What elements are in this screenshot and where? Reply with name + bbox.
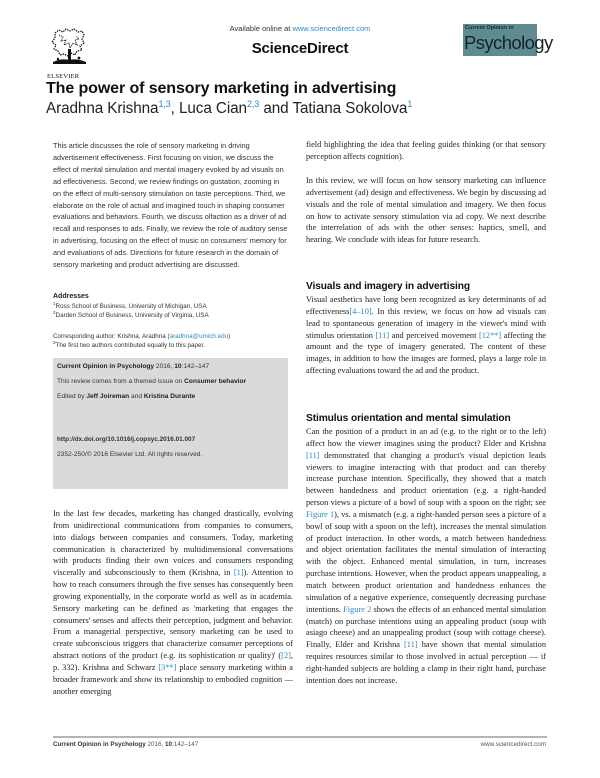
introduction-paragraph	[53, 508, 293, 698]
edited-prefix: Edited by	[57, 393, 87, 400]
pages: :142–147	[181, 363, 210, 370]
citation-link[interactable]: [11]	[375, 330, 390, 340]
body-text: Can the position of a product in an ad (e.g. to the right or to the left) affect how the viewer imagines using the product? Elder and Krishna	[306, 427, 546, 448]
body-text: affecting the amount and the type of imagery generated. The content of these images, in addition to how the images are formed, plays a large role in affecting evaluations toward the ad and the product.	[306, 330, 546, 376]
body-text: . In this review, we focus on how ad visuals can lead to spontaneous generation of imagery in the viewer's mind with stimulus orientation	[306, 306, 546, 340]
footer-divider	[53, 736, 547, 738]
intro-text: In the last few decades, marketing has changed drastically, evolving from unidirectional communications from companies to consumers, into dialogs between companies and consumers. Today, marketing communication is characterized by multidimensional conversations with products finding their own voices and consumers responding viscerally and subconsciously to them (Krishna, in	[53, 509, 293, 578]
corresponding-prefix: Corresponding author: Krishna, Aradhna (	[53, 333, 170, 340]
address-text: Ross School of Business, University of Michigan, USA	[55, 302, 207, 310]
available-prefix: Available online at	[229, 24, 293, 33]
address-mark: 2	[53, 309, 56, 315]
citation-link[interactable]: [11]	[404, 640, 418, 650]
author-affiliation[interactable]: 2,3	[246, 99, 260, 109]
elsevier-wordmark: ELSEVIER	[47, 73, 80, 80]
body-text: Visual aesthetics have long been recognized as key determinants of ad effectiveness	[306, 295, 546, 316]
section-stimulus-body	[306, 426, 546, 687]
editor-name: Kristina Durante	[143, 393, 196, 400]
body-text: and perceived movement	[389, 330, 479, 340]
citation-line	[57, 363, 209, 370]
address-item	[53, 309, 289, 321]
editor-name: Jeff Joireman	[86, 393, 130, 400]
author-name: Luca Cian	[178, 100, 247, 117]
address-item	[53, 300, 289, 312]
theme-prefix: This review comes from a themed issue on	[57, 378, 185, 385]
editors-line	[57, 393, 195, 400]
intro-text: ). Attention to how to reach consumers through the five senses has consequently been growing exponentially, in the corporate world as well as in academia. Sensory marketing can be defined as 'marketing that engages the consumers' senses and affects their perception, judgment and behavior. From a managerial perspective, sensory marketing can be used to create subconscious triggers that characterize consumer perceptions of abstract notions of the product (e.g. its sophistication or quality)' (	[53, 568, 293, 661]
address-text: Darden School of Business, University of Virginia, USA	[55, 311, 209, 319]
abstract: This article discusses the role of sensory marketing in driving advertisement effectiveness. First focusing on vision, we discuss the effect of mental simulation and mental imagery evoked by ad visuals on ad effectiveness. Second, we review findings on gustation, zooming in on the effect of multi-sensory stimulation on taste perceptions. Third, we elaborate on the role of actual and imagined touch in shaping consumer evaluations and behaviors. Fourth, we discuss olfaction as a driver of ad recall and responses to ads. Finally, we review the role of auditory sense in advertising, focusing on the effect of music on consumers' memory for and evaluations of ads. Directions for future research in the domain of sensory marketing and product advertising are discussed.	[53, 141, 288, 270]
copyright-line: 2352-250/© 2016 Elsevier Ltd. All rights reserved.	[57, 451, 203, 458]
author-affiliation[interactable]: 1,3	[158, 99, 171, 109]
author-affiliation[interactable]: 1	[407, 99, 413, 109]
article-title: The power of sensory marketing in advertising	[46, 80, 397, 97]
overview-paragraph-container	[306, 175, 546, 246]
footer-site-link[interactable]: www.sciencedirect.com	[480, 741, 546, 748]
footer-journal: Current Opinion in Psychology	[53, 741, 146, 748]
sciencedirect-link[interactable]: www.sciencedirect.com	[292, 24, 371, 33]
editors-and: and	[129, 393, 144, 400]
intro-text: place sensory marketing within a broader framework and show its relationship to embodied cognition — another emerging	[53, 662, 293, 696]
corresponding-author	[53, 333, 289, 342]
note-text: The first two authors contributed equally to this paper.	[55, 341, 205, 349]
address-mark: 1	[53, 300, 56, 306]
footer-pages: :142–147	[172, 741, 199, 748]
corresponding-suffix: )	[228, 333, 231, 340]
journal-name: Current Opinion in Psychology	[57, 363, 155, 370]
body-text: demonstrated that changing a product's visual depiction leads viewers to imagine interacting with that product and can thereby increase purchase intention. Specifically, they showed that a match between handedness and product orientation (e.g. a right-handed person views a picture of a bowl of soup with a spoon on the right; see	[306, 450, 546, 508]
correspondence	[53, 333, 289, 351]
figure-link[interactable]: Figure 1	[306, 509, 335, 519]
section-paragraph	[306, 426, 546, 687]
year: 2016,	[154, 363, 175, 370]
author-list	[46, 100, 412, 118]
body-text: ), vs. a mismatch (e.g. a right-handed person sees a picture of a bowl of soup with a spoon on the left), increases the mental simulation of product interaction. In other words, a match between handedness and object orientation facilitates the mental simulation of interacting with the object. Enhanced mental simulation, in turn, increases purchase intentions. However, when the product appears unappealing, a match between product orientation and handedness enhances the simulation of a negative experience, consequently decreasing purchase intentions.	[306, 509, 547, 614]
author-name: Aradhna Krishna	[46, 100, 159, 117]
citation-link[interactable]: [2]	[281, 651, 291, 661]
note-mark: 3	[53, 339, 56, 345]
email-link[interactable]: aradhna@umich.edu	[169, 333, 229, 340]
platform-title: ScienceDirect	[251, 40, 349, 57]
intro-continuation	[306, 139, 546, 163]
author-separator: ,	[170, 100, 179, 117]
footer-volume: 10	[164, 741, 172, 748]
journal-badge	[463, 24, 553, 56]
author-separator: and	[259, 100, 293, 117]
journal-badge-title: Psychology	[464, 32, 553, 53]
continuation-paragraph: field highlighting the idea that feeling guides thinking (or that sensory perception affects cognition).	[306, 140, 546, 161]
addresses-heading: Addresses	[53, 293, 89, 300]
overview-paragraph: In this review, we will focus on how sensory marketing can influence advertisement (ad) design and effectiveness. We begin by discussing ad visuals and the role of mental simulation and imagery. We then focus on how to activate sensory stimulation via ad copy. We next describe the interrelation of ads with the other senses: haptics, smell, and hearing. We conclude with ideas for future research.	[306, 176, 546, 245]
doi-link[interactable]: http://dx.doi.org/10.1016/j.copsyc.2016.01.007	[57, 436, 196, 443]
body-text: have shown that mental simulation requires resources similar to those involved in actual perception — if right-handed subjects are holding a clamp in their right hand, purchase intention does not increase.	[306, 640, 546, 685]
citation-link[interactable]: [3**]	[158, 662, 177, 672]
equal-contribution-note	[53, 339, 289, 351]
addresses	[53, 293, 289, 320]
citation-link[interactable]: [1]	[233, 568, 244, 578]
body-text: shows the effects of an enhanced mental simulation (match) on purchase intentions using an appealing product (soup with asiago cheese) and an unappealing product (soup with cottage cheese). Finally, Elder and Krishna	[306, 604, 546, 650]
volume: 10	[174, 363, 182, 370]
theme-name: Consumer behavior	[184, 378, 247, 385]
footer-citation	[53, 741, 198, 748]
footer-year: 2016,	[145, 741, 165, 748]
article-info-box	[53, 358, 288, 489]
author-name: Tatiana Sokolova	[292, 100, 408, 117]
citation-link[interactable]: [4–10]	[349, 306, 372, 316]
citation-link[interactable]: [11]	[306, 450, 320, 460]
section-heading-visuals: Visuals and imagery in advertising	[306, 281, 471, 292]
intro-text: , p. 332). Krishna and Schwarz	[53, 651, 293, 672]
section-heading-stimulus: Stimulus orientation and mental simulation	[306, 413, 511, 424]
citation-link[interactable]: [12**]	[478, 330, 502, 340]
theme-line	[57, 378, 246, 385]
figure-link[interactable]: Figure 2	[343, 604, 372, 614]
section-visuals-body	[306, 294, 546, 377]
journal-badge-subtitle: Current Opinion in	[465, 25, 514, 31]
section-paragraph	[306, 294, 546, 377]
